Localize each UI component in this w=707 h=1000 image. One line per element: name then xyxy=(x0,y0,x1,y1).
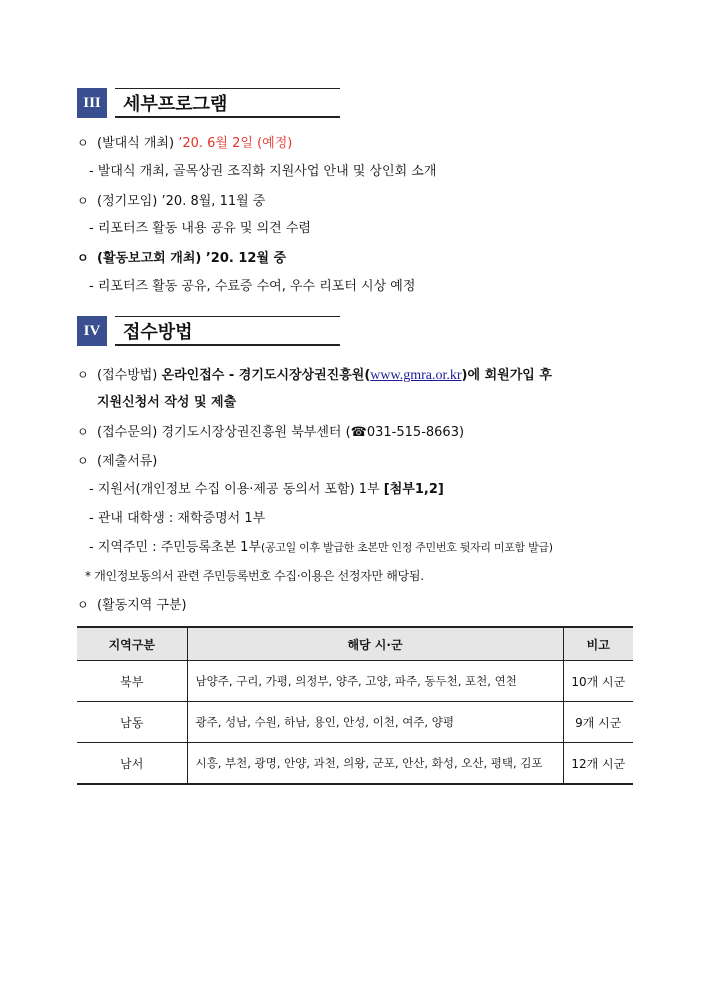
region-table xyxy=(77,626,633,785)
launch-date: ’20. 6월 2일 (예정) xyxy=(178,136,293,151)
table-header-row xyxy=(77,627,633,661)
section-title: 세부프로그램 xyxy=(115,88,340,118)
meeting-label: (정기모임) xyxy=(97,194,158,209)
doc1-attachment: [첨부1,2] xyxy=(383,482,444,497)
circle-bullet-icon: ㅇ xyxy=(77,425,89,439)
table-row xyxy=(77,743,633,785)
launch-desc: - 발대식 개최, 골목상권 조직화 지원사업 안내 및 상인회 소개 xyxy=(89,164,437,179)
count-cell: 10개 시군 xyxy=(563,661,633,702)
method-item xyxy=(77,366,552,385)
meeting-item xyxy=(77,192,265,211)
meeting-date: ’20. 8월, 11월 중 xyxy=(161,194,266,209)
table-row xyxy=(77,702,633,743)
region-label: (활동지역 구분) xyxy=(97,598,187,613)
count-cell: 9개 시군 xyxy=(563,702,633,743)
method-line2: 지원신청서 작성 및 제출 xyxy=(97,395,237,410)
doc-item-resident xyxy=(89,539,553,557)
circle-bullet-icon: ㅇ xyxy=(77,136,89,150)
circle-bullet-icon: ㅇ xyxy=(77,251,89,265)
privacy-note: * 개인정보동의서 관련 주민등록번호 수집·이용은 선정자만 해당됨. xyxy=(85,569,424,583)
meeting-desc: - 리포터즈 활동 내용 공유 및 의견 수렴 xyxy=(89,221,311,236)
section-number: IV xyxy=(77,316,107,346)
inquiry-item xyxy=(77,423,464,442)
circle-bullet-icon: ㅇ xyxy=(77,194,89,208)
launch-item xyxy=(77,134,292,153)
table-row xyxy=(77,661,633,702)
circle-bullet-icon: ㅇ xyxy=(77,598,89,612)
count-cell: 12개 시군 xyxy=(563,743,633,785)
website-link[interactable]: www.gmra.or.kr xyxy=(370,368,462,383)
method-text-end: )에 회원가입 후 xyxy=(461,368,552,383)
launch-label: (발대식 개최) xyxy=(97,136,175,151)
docs-item xyxy=(77,452,157,471)
cities-cell: 남양주, 구리, 가평, 의정부, 양주, 고양, 파주, 동두천, 포천, 연천 xyxy=(187,661,563,702)
doc3-note: (공고일 이후 발급한 초본만 인정 주민번호 뒷자리 미포함 발급) xyxy=(261,541,553,554)
report-desc: - 리포터즈 활동 공유, 수료증 수여, 우수 리포터 시상 예정 xyxy=(89,279,416,294)
section-header-program xyxy=(77,88,340,118)
cities-cell: 광주, 성남, 수원, 하남, 용인, 안성, 이천, 여주, 양평 xyxy=(187,702,563,743)
inquiry-label: (접수문의) xyxy=(97,425,158,440)
region-item xyxy=(77,596,187,615)
header-region: 지역구분 xyxy=(77,627,187,661)
docs-label: (제출서류) xyxy=(97,454,158,469)
report-label: (활동보고회 개최) xyxy=(97,251,202,266)
inquiry-text: 경기도시장상권진흥원 북부센터 (☎031-515-8663) xyxy=(161,425,465,440)
region-cell: 북부 xyxy=(77,661,187,702)
circle-bullet-icon: ㅇ xyxy=(77,454,89,468)
header-note: 비고 xyxy=(563,627,633,661)
region-cell: 남서 xyxy=(77,743,187,785)
method-text: 온라인접수 - 경기도시장상권진흥원( xyxy=(161,368,371,383)
section-number: III xyxy=(77,88,107,118)
doc-item-application xyxy=(89,481,444,499)
section-header-apply xyxy=(77,316,340,346)
report-item xyxy=(77,249,286,268)
section-title: 접수방법 xyxy=(115,316,340,346)
method-label: (접수방법) xyxy=(97,368,158,383)
circle-bullet-icon: ㅇ xyxy=(77,368,89,382)
cities-cell: 시흥, 부천, 광명, 안양, 과천, 의왕, 군포, 안산, 화성, 오산, 평택, 김포 xyxy=(187,743,563,785)
report-date: ’20. 12월 중 xyxy=(205,251,287,266)
doc-item-student: - 관내 대학생 : 재학증명서 1부 xyxy=(89,511,266,526)
doc1-text: - 지원서(개인정보 수집 이용·제공 동의서 포함) 1부 xyxy=(89,482,380,497)
region-cell: 남동 xyxy=(77,702,187,743)
header-cities: 해당 시·군 xyxy=(187,627,563,661)
doc3-text: - 지역주민 : 주민등록초본 1부 xyxy=(89,540,262,555)
